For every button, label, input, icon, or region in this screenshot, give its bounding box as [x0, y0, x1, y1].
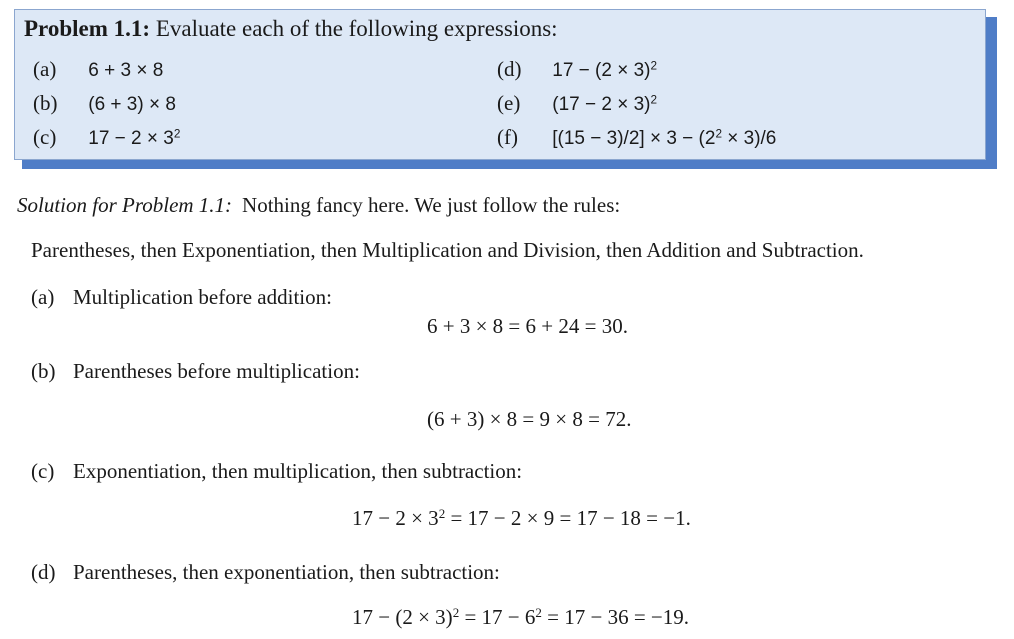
solution-heading-label: Solution for Problem 1.1: [17, 193, 233, 217]
solution-part-text: Parentheses before multiplication: [73, 359, 360, 383]
problem-title [24, 16, 558, 42]
problem-item-expression: $17 - 2 \times 3^2$ [88, 127, 181, 149]
problem-item-b [33, 91, 176, 116]
solution-part-label: (a) [31, 285, 55, 309]
solution-equation-b: (6 + 3) × 8 = 9 × 8 = 72. [427, 407, 632, 431]
solution-part-b [31, 359, 360, 384]
problem-item-label: (d) [497, 57, 522, 81]
problem-item-expression: $(17 - 2 \times 3)^2$ [552, 93, 658, 115]
problem-item-e [497, 91, 657, 116]
problem-item-label: (a) [33, 57, 57, 81]
solution-part-label: (d) [31, 560, 56, 584]
problem-item-label: (b) [33, 91, 58, 115]
problem-item-c [33, 125, 180, 150]
solution-heading-text: Nothing fancy here. We just follow the rules: [242, 193, 621, 217]
problem-item-expression: 6 + 3 × 8 [88, 60, 164, 81]
problem-item-f [497, 125, 776, 150]
problem-box [14, 9, 986, 160]
problem-item-label: (f) [497, 125, 518, 149]
problem-item-label: (c) [33, 125, 57, 149]
problem-title-text: Evaluate each of the following expressions: [155, 16, 558, 41]
solution-equation-c: $17 - 2 \times 3^2 = 17 - 2 \times 9 = 17 - 18 = -1$. [352, 505, 691, 530]
problem-item-label: (e) [497, 91, 521, 115]
solution-part-d [31, 560, 500, 585]
solution-equation-d: $17 - (2 \times 3)^2 = 17 - 6^2 = 17 - 36 = -19$. [352, 604, 690, 629]
solution-part-text: Multiplication before addition: [73, 285, 332, 309]
solution-part-label: (c) [31, 459, 55, 483]
solution-equation-a: 6 + 3 × 8 = 6 + 24 = 30. [427, 314, 628, 338]
solution-heading [17, 193, 620, 218]
problem-item-expression: $[(15 - 3)/2] \times 3 - (2^2 \times 3)/6$ [552, 127, 777, 149]
solution-part-text: Exponentiation, then multiplication, then subtraction: [73, 459, 523, 483]
solution-part-c [31, 459, 522, 484]
problem-item-d [497, 57, 657, 82]
problem-item-a [33, 57, 163, 82]
problem-item-expression: $17 - (2 \times 3)^2$ [552, 59, 658, 81]
solution-part-a [31, 285, 332, 310]
solution-part-text: Parentheses, then exponentiation, then subtraction: [73, 560, 500, 584]
order-of-operations-rule: Parentheses, then Exponentiation, then Multiplication and Division, then Addition and Subtraction. [31, 238, 864, 262]
problem-title-bold: Problem 1.1: [24, 16, 151, 41]
problem-item-expression: (6 + 3) × 8 [88, 94, 176, 115]
solution-part-label: (b) [31, 359, 56, 383]
